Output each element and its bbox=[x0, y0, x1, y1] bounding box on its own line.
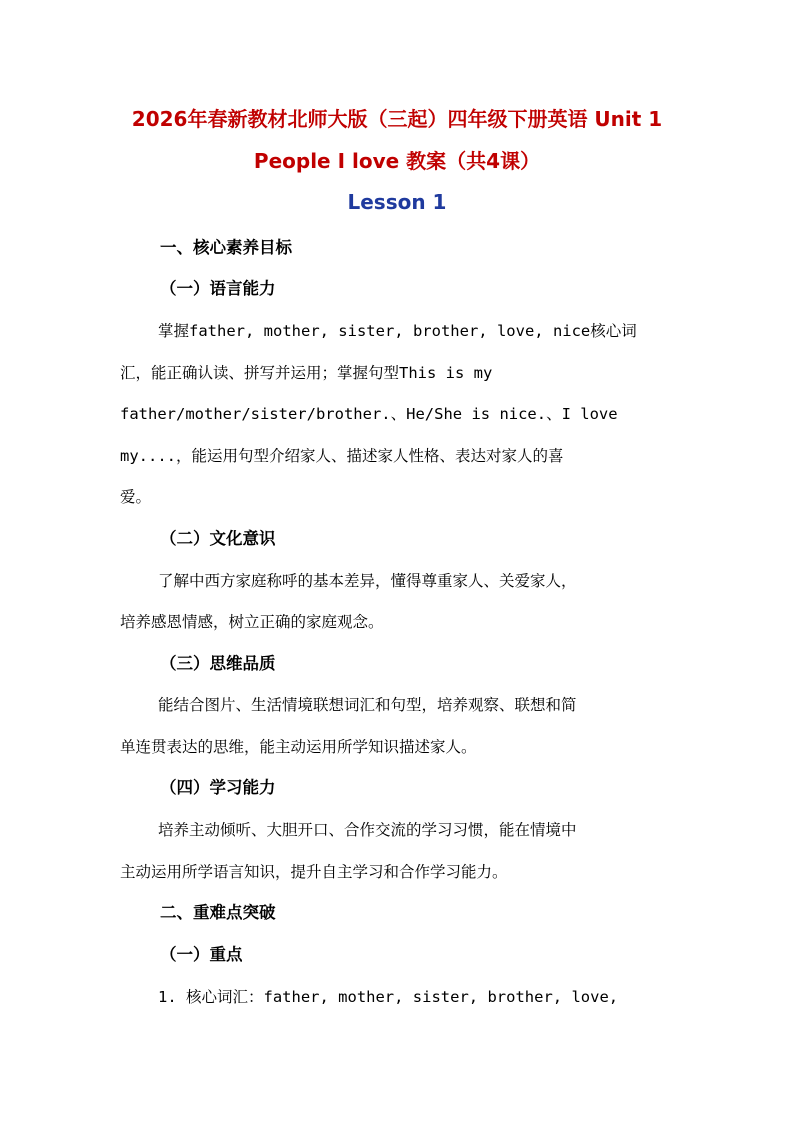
section-heading-core-competencies: 一、核心素养目标 bbox=[160, 238, 292, 257]
section-heading-key-difficulties: 二、重难点突破 bbox=[160, 903, 276, 922]
subheading-learning-ability: （四）学习能力 bbox=[160, 778, 276, 797]
document-title-line-1: 2026年春新教材北师大版（三起）四年级下册英语 Unit 1 bbox=[131, 107, 663, 131]
paragraph-line: 掌握father, mother, sister, brother, love, nice核心词 bbox=[158, 322, 637, 340]
paragraph-line: 能结合图片、生活情境联想词汇和句型，培养观察、联想和简 bbox=[158, 696, 577, 714]
paragraph-line: 培养主动倾听、大胆开口、合作交流的学习习惯，能在情境中 bbox=[158, 821, 577, 839]
subheading-cultural-awareness: （二）文化意识 bbox=[160, 529, 276, 548]
paragraph-line: 了解中西方家庭称呼的基本差异，懂得尊重家人、关爱家人， bbox=[158, 572, 577, 590]
paragraph-line: 1. 核心词汇：father, mother, sister, brother, love, bbox=[158, 988, 619, 1006]
subheading-language-ability: （一）语言能力 bbox=[160, 279, 276, 298]
document-title-line-2: People I love 教案（共4课） bbox=[253, 149, 541, 173]
subheading-thinking-quality: （三）思维品质 bbox=[160, 654, 276, 673]
paragraph-line: 汇，能正确认读、拼写并运用；掌握句型This is my bbox=[120, 364, 493, 382]
paragraph-line: my....，能运用句型介绍家人、描述家人性格、表达对家人的喜 bbox=[120, 447, 564, 465]
paragraph-line: 主动运用所学语言知识，提升自主学习和合作学习能力。 bbox=[120, 863, 508, 881]
paragraph-line: 培养感恩情感，树立正确的家庭观念。 bbox=[120, 613, 384, 631]
paragraph-line: 爱。 bbox=[120, 488, 152, 506]
subheading-key-points: （一）重点 bbox=[160, 945, 243, 964]
paragraph-line: father/mother/sister/brother.、He/She is nice.、I love bbox=[120, 405, 618, 423]
paragraph-line: 单连贯表达的思维，能主动运用所学知识描述家人。 bbox=[120, 738, 477, 756]
lesson-title: Lesson 1 bbox=[347, 190, 447, 214]
